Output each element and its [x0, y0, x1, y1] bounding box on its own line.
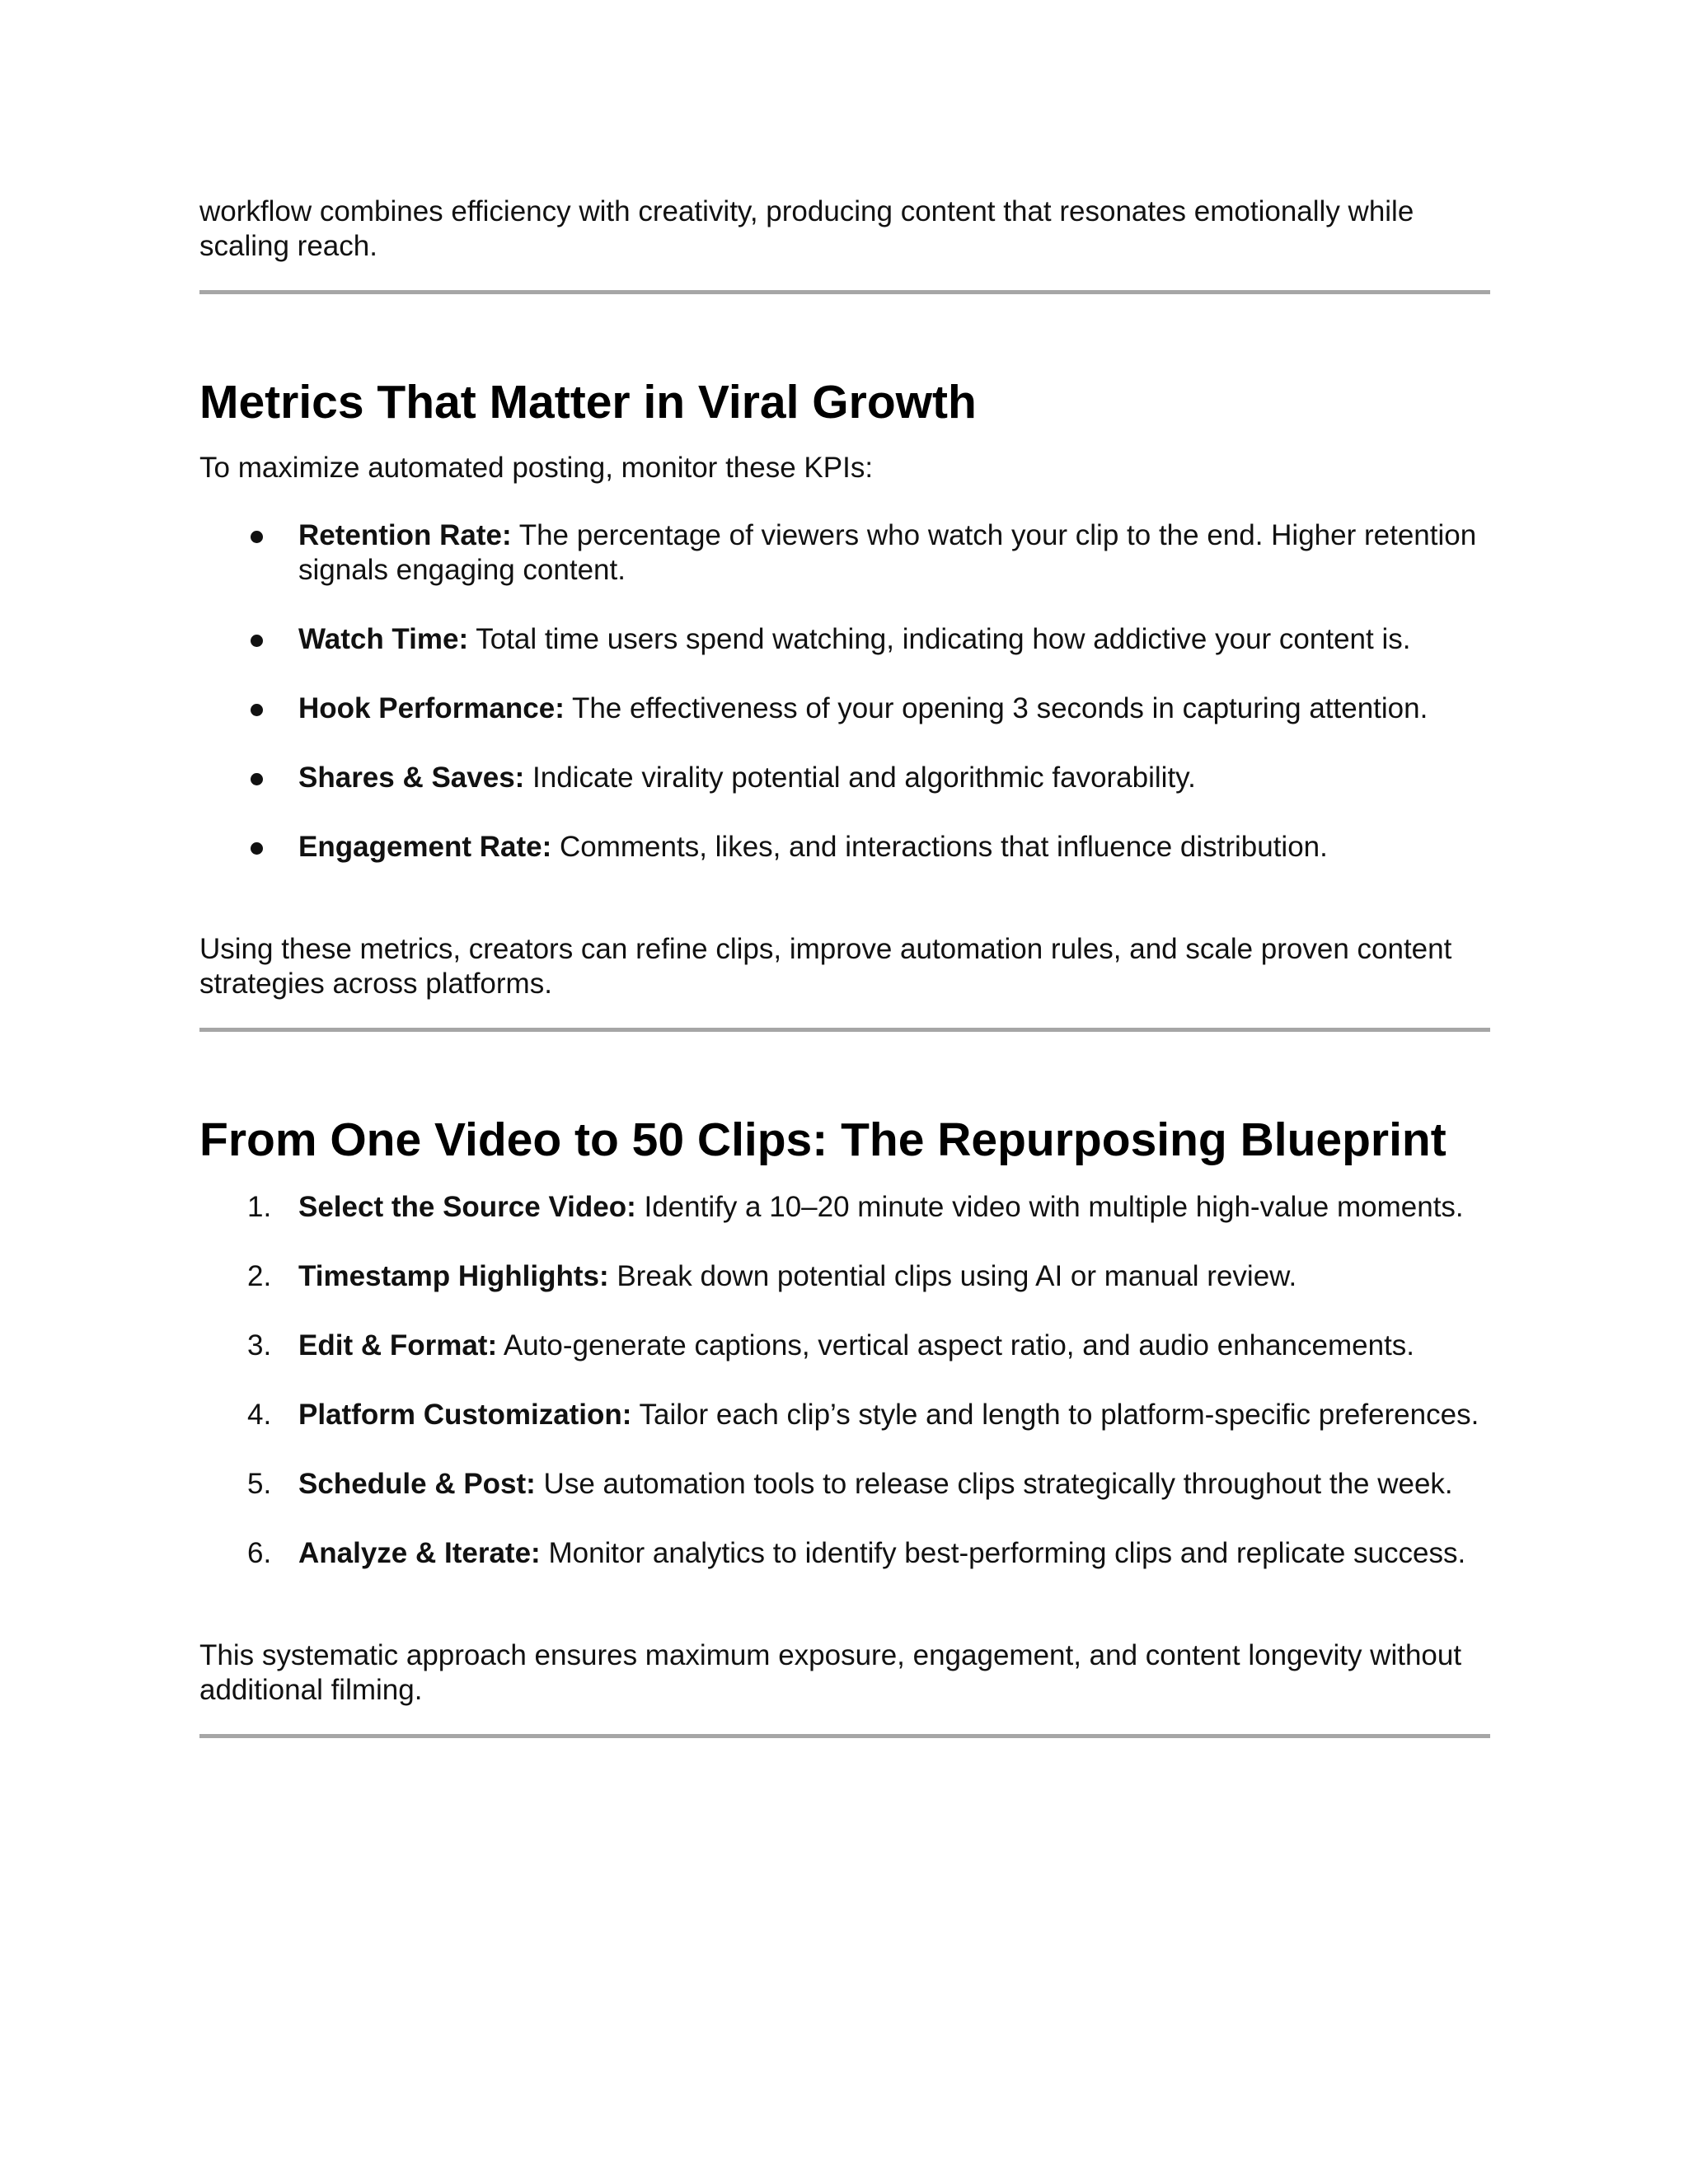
- metrics-intro: To maximize automated posting, monitor these KPIs:: [199, 452, 874, 484]
- step-description: Tailor each clip’s style and length to platform-specific preferences.: [631, 1399, 1479, 1431]
- step-term: Platform Customization:: [298, 1399, 632, 1431]
- bullet-icon: [251, 531, 263, 543]
- metric-term: Engagement Rate:: [298, 831, 552, 863]
- metric-description: The effectiveness of your opening 3 seconds in capturing attention.: [564, 692, 1428, 724]
- step-number: 5.: [247, 1468, 272, 1500]
- bullet-icon: [251, 773, 263, 785]
- section-divider: [199, 1734, 1490, 1738]
- blueprint-steps: [199, 1190, 1490, 1571]
- bullet-icon: [251, 704, 263, 716]
- step-term: Edit & Format:: [298, 1329, 498, 1361]
- step-description: Monitor analytics to identify best-performing clips and replicate success.: [540, 1537, 1466, 1569]
- step-term: Schedule & Post:: [298, 1468, 536, 1500]
- blueprint-step: [199, 1329, 1490, 1363]
- blueprint-step: [199, 1398, 1490, 1432]
- metric-term: Watch Time:: [298, 623, 469, 655]
- blueprint-heading: From One Video to 50 Clips: The Repurposing Blueprint: [199, 1113, 1447, 1166]
- step-description: Break down potential clips using AI or manual review.: [608, 1260, 1297, 1292]
- step-term: Timestamp Highlights:: [298, 1260, 609, 1292]
- section-divider: [199, 1028, 1490, 1032]
- blueprint-closing: This systematic approach ensures maximum exposure, engagement, and content longevity without additional filming.: [199, 1639, 1462, 1706]
- document-page: [199, 194, 1490, 1738]
- section-divider: [199, 290, 1490, 294]
- bullet-icon: [251, 635, 263, 647]
- bullet-icon: [251, 842, 263, 855]
- intro-paragraph: workflow combines efficiency with creativity, producing content that resonates emotionally while scaling reach.: [199, 195, 1414, 262]
- metrics-list-item: [199, 622, 1490, 657]
- metric-description: The percentage of viewers who watch your clip to the end. Higher retention signals engaging content.: [298, 519, 1477, 586]
- metrics-list: [199, 518, 1490, 865]
- step-description: Identify a 10–20 minute video with multiple high-value moments.: [635, 1191, 1464, 1223]
- step-number: 3.: [247, 1329, 272, 1361]
- step-term: Analyze & Iterate:: [298, 1537, 541, 1569]
- step-number: 2.: [247, 1260, 272, 1292]
- step-description: Use automation tools to release clips strategically throughout the week.: [535, 1468, 1453, 1500]
- metric-description: Total time users spend watching, indicating how addictive your content is.: [468, 623, 1411, 655]
- metric-description: Comments, likes, and interactions that influence distribution.: [551, 831, 1328, 863]
- metrics-list-item: [199, 761, 1490, 795]
- metric-term: Hook Performance:: [298, 692, 565, 724]
- blueprint-step: [199, 1259, 1490, 1294]
- metrics-heading: Metrics That Matter in Viral Growth: [199, 376, 977, 429]
- metrics-closing: Using these metrics, creators can refine clips, improve automation rules, and scale proven content strategies across platforms.: [199, 933, 1452, 1000]
- metric-term: Retention Rate:: [298, 519, 512, 551]
- step-term: Select the Source Video:: [298, 1191, 636, 1223]
- metric-term: Shares & Saves:: [298, 762, 525, 794]
- metrics-list-item: [199, 691, 1490, 726]
- step-number: 4.: [247, 1399, 272, 1431]
- step-description: Auto-generate captions, vertical aspect ratio, and audio enhancements.: [497, 1329, 1415, 1361]
- blueprint-step: [199, 1467, 1490, 1502]
- step-number: 6.: [247, 1537, 272, 1569]
- metrics-list-item: [199, 830, 1490, 865]
- step-number: 1.: [247, 1191, 272, 1223]
- blueprint-step: [199, 1536, 1490, 1571]
- metric-description: Indicate virality potential and algorithmic favorability.: [524, 762, 1196, 794]
- metrics-list-item: [199, 518, 1490, 588]
- blueprint-step: [199, 1190, 1490, 1225]
